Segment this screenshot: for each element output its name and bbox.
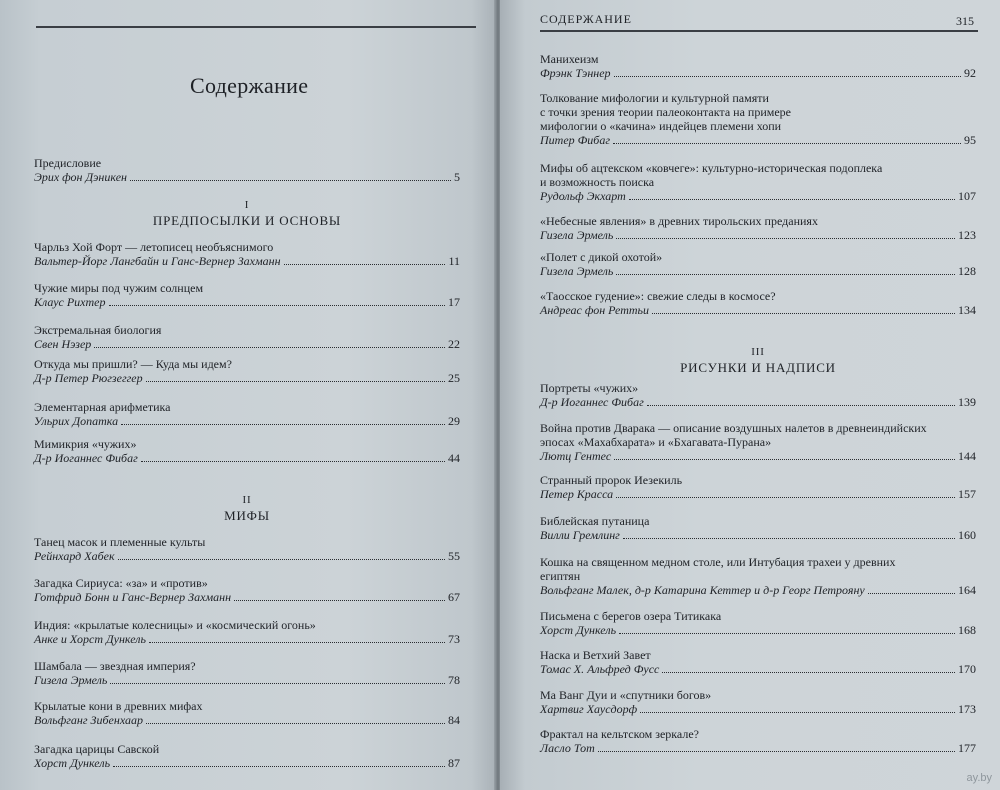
entry-page: 160	[958, 528, 976, 542]
leader-dots	[629, 199, 955, 200]
entry-page: 123	[958, 228, 976, 242]
section-number: I	[244, 199, 250, 211]
leader-dots	[121, 424, 445, 425]
leader-dots	[109, 305, 446, 306]
entry-page: 134	[958, 303, 976, 317]
entry-title: Наска и Ветхий Завет	[540, 648, 651, 662]
leader-dots	[613, 143, 961, 144]
leader-dots	[619, 633, 955, 634]
toc-entry	[34, 437, 460, 465]
entry-author: Вальтер-Йорг Лангбайн и Ганс-Вернер Захманн	[34, 254, 281, 268]
toc-entry	[34, 400, 460, 428]
entry-title: Танец масок и племенные культы	[34, 535, 206, 549]
entry-title: Мимикрия «чужих»	[34, 437, 137, 451]
entry-title: Чужие миры под чужим солнцем	[34, 281, 204, 295]
entry-author: Питер Фибаг	[540, 133, 611, 147]
entry-author: Эрих фон Дэникен	[34, 170, 127, 184]
entry-page: 92	[964, 66, 976, 80]
leader-dots	[662, 672, 955, 673]
leader-dots	[652, 313, 955, 314]
entry-author: Свен Нэзер	[34, 337, 92, 351]
entry-page: 177	[958, 741, 976, 755]
entry-title: Мифы об ацтекском «ковчеге»: культурно-историческая подоплека	[540, 161, 883, 175]
entry-title: эпосах «Махабхарата» и «Бхагавата-Пурана»	[540, 435, 772, 449]
entry-title: Шамбала — звездная империя?	[34, 659, 196, 673]
leader-dots	[141, 461, 445, 462]
entry-page: 170	[958, 662, 976, 676]
left-page	[0, 0, 496, 790]
toc-entry	[34, 323, 460, 351]
page-title: Содержание	[190, 73, 309, 98]
entry-page: 95	[964, 133, 976, 147]
entry-page: 29	[448, 414, 460, 428]
entry-page: 107	[958, 189, 976, 203]
toc-entry	[540, 421, 976, 463]
toc-entry	[540, 289, 976, 317]
toc-entry	[34, 742, 460, 770]
entry-author: Гизела Эрмель	[540, 264, 614, 278]
leader-dots	[118, 559, 445, 560]
leader-dots	[623, 538, 955, 539]
entry-title: Индия: «крылатые колесницы» и «космический огонь»	[34, 618, 316, 632]
entry-author: Ульрих Допатка	[34, 414, 119, 428]
section-heading-2	[34, 494, 460, 524]
right-page	[500, 0, 1000, 790]
running-header: СОДЕРЖАНИЕ	[540, 12, 632, 26]
entry-title: Предисловие	[34, 156, 102, 170]
entry-author: Хорст Дункель	[34, 756, 111, 770]
leader-dots	[284, 264, 446, 265]
entry-title: Портреты «чужих»	[540, 381, 639, 395]
toc-entry-preface	[34, 156, 460, 184]
entry-author: Рейнхард Хабек	[34, 549, 115, 563]
entry-page: 67	[448, 590, 460, 604]
entry-author: Клаус Рихтер	[34, 295, 106, 309]
entry-author: Анке и Хорст Дункель	[34, 632, 146, 646]
toc-entry	[540, 727, 976, 755]
section-title: МИФЫ	[224, 508, 270, 523]
entry-title: египтян	[540, 569, 581, 583]
entry-author: Готфрид Бонн и Ганс-Вернер Захманн	[34, 590, 232, 604]
section-number: III	[751, 346, 765, 358]
leader-dots	[598, 751, 955, 752]
entry-author: Хартвиг Хаусдорф	[540, 702, 638, 716]
entry-title: Ма Ванг Дуи и «спутники богов»	[540, 688, 712, 702]
entry-page: 84	[448, 713, 460, 727]
entry-title: Загадка Сириуса: «за» и «против»	[34, 576, 208, 590]
toc-entry	[540, 214, 976, 242]
entry-author: Вольфганг Зибенхаар	[34, 713, 143, 727]
toc-entry	[540, 473, 976, 501]
entry-title: Откуда мы пришли? — Куда мы идем?	[34, 357, 232, 371]
leader-dots	[110, 683, 445, 684]
toc-entry	[34, 618, 460, 646]
entry-title: мифологии о «качина» индейцев племени хопи	[540, 119, 782, 133]
entry-page: 22	[448, 337, 460, 351]
entry-page: 87	[448, 756, 460, 770]
entry-page: 168	[958, 623, 976, 637]
toc-entry	[34, 576, 460, 604]
entry-page: 55	[448, 549, 460, 563]
section-title: ПРЕДПОСЫЛКИ И ОСНОВЫ	[152, 213, 342, 228]
toc-entry	[540, 250, 976, 278]
watermark: ay.by	[966, 772, 992, 784]
entry-title: с точки зрения теории палеоконтакта на примере	[540, 105, 791, 119]
toc-entry	[540, 648, 976, 676]
section-number: II	[242, 494, 252, 506]
entry-title: Кошка на священном медном столе, или Интубация трахеи у древних	[540, 555, 896, 569]
entry-author: Вилли Гремлинг	[540, 528, 620, 542]
toc-entry	[540, 91, 976, 147]
leader-dots	[616, 497, 955, 498]
entry-page: 144	[958, 449, 976, 463]
entry-page: 139	[958, 395, 976, 409]
section-heading-1	[34, 199, 460, 229]
entry-page: 11	[448, 254, 460, 268]
entry-author: Хорст Дункель	[540, 623, 617, 637]
entry-title: «Полет с дикой охотой»	[540, 250, 663, 264]
entry-author: Рудольф Экхарт	[540, 189, 626, 203]
leader-dots	[113, 766, 445, 767]
entry-author: Фрэнк Тэннер	[540, 66, 611, 80]
entry-author: Д-р Иоганнес Фибаг	[34, 451, 138, 465]
leader-dots	[868, 593, 955, 594]
entry-author: Гизела Эрмель	[540, 228, 614, 242]
entry-title: Элементарная арифметика	[34, 400, 171, 414]
entry-title: Библейская путаница	[540, 514, 650, 528]
entry-title: Чарльз Хой Форт — летописец необъяснимого	[34, 240, 274, 254]
entry-page: 164	[958, 583, 976, 597]
entry-page: 44	[448, 451, 460, 465]
entry-author: Андреас фон Реттьи	[540, 303, 650, 317]
leader-dots	[640, 712, 955, 713]
leader-dots	[616, 274, 955, 275]
entry-author: Д-р Иоганнес Фибаг	[540, 395, 644, 409]
toc-entry	[34, 659, 460, 687]
entry-title: «Таосское гудение»: свежие следы в космосе?	[540, 289, 776, 303]
toc-entry	[540, 688, 976, 716]
leader-dots	[647, 405, 955, 406]
entry-author: Д-р Петер Рюгзеггер	[34, 371, 143, 385]
entry-title: Письмена с берегов озера Титикака	[540, 609, 722, 623]
entry-title: Фрактал на кельтском зеркале?	[540, 727, 699, 741]
entry-title: Манихеизм	[540, 52, 599, 66]
toc-entry	[34, 240, 460, 268]
toc-entry	[540, 52, 976, 80]
leader-dots	[614, 459, 955, 460]
toc-entry	[540, 381, 976, 409]
entry-page: 173	[958, 702, 976, 716]
entry-title: Странный пророк Иезекиль	[540, 473, 683, 487]
entry-title: Толкование мифологии и культурной памяти	[540, 91, 769, 105]
toc-entry	[34, 699, 460, 727]
leader-dots	[614, 76, 961, 77]
entry-page: 128	[958, 264, 976, 278]
section-heading-3	[540, 346, 976, 376]
leader-dots	[146, 381, 445, 382]
toc-entry	[34, 281, 460, 309]
entry-author: Гизела Эрмель	[34, 673, 108, 687]
entry-author: Ласло Тот	[540, 741, 595, 755]
section-title: РИСУНКИ И НАДПИСИ	[680, 360, 836, 375]
entry-page: 25	[448, 371, 460, 385]
toc-entry	[540, 609, 976, 637]
leader-dots	[616, 238, 955, 239]
leader-dots	[149, 642, 445, 643]
leader-dots	[94, 347, 445, 348]
entry-author: Вольфганг Малек, д-р Катарина Кеттер и д-р Георг Петрояну	[540, 583, 865, 597]
entry-author: Томас Х. Альфред Фусс	[540, 662, 660, 676]
toc-entry	[34, 535, 460, 563]
toc-entry	[540, 514, 976, 542]
entry-page: 73	[448, 632, 460, 646]
toc-entry	[540, 161, 976, 203]
toc-entry	[540, 555, 976, 597]
leader-dots	[130, 180, 451, 181]
entry-title: Загадка царицы Савской	[34, 742, 160, 756]
entry-title: Экстремальная биология	[34, 323, 162, 337]
header-rule	[36, 26, 476, 28]
page-number: 315	[956, 14, 974, 28]
entry-author: Петер Красса	[540, 487, 614, 501]
entry-page: 78	[448, 673, 460, 687]
entry-title: Крылатые кони в древних мифах	[34, 699, 203, 713]
entry-page: 5	[454, 170, 460, 184]
entry-title: Война против Дварака — описание воздушных налетов в древнеиндийских	[540, 421, 927, 435]
entry-author: Лютц Гентес	[540, 449, 612, 463]
toc-entry	[34, 357, 460, 385]
entry-page: 17	[448, 295, 460, 309]
entry-title: «Небесные явления» в древних тирольских преданиях	[540, 214, 818, 228]
header-rule	[540, 30, 978, 32]
leader-dots	[146, 723, 445, 724]
entry-title: и возможность поиска	[540, 175, 655, 189]
leader-dots	[234, 600, 445, 601]
entry-page: 157	[958, 487, 976, 501]
